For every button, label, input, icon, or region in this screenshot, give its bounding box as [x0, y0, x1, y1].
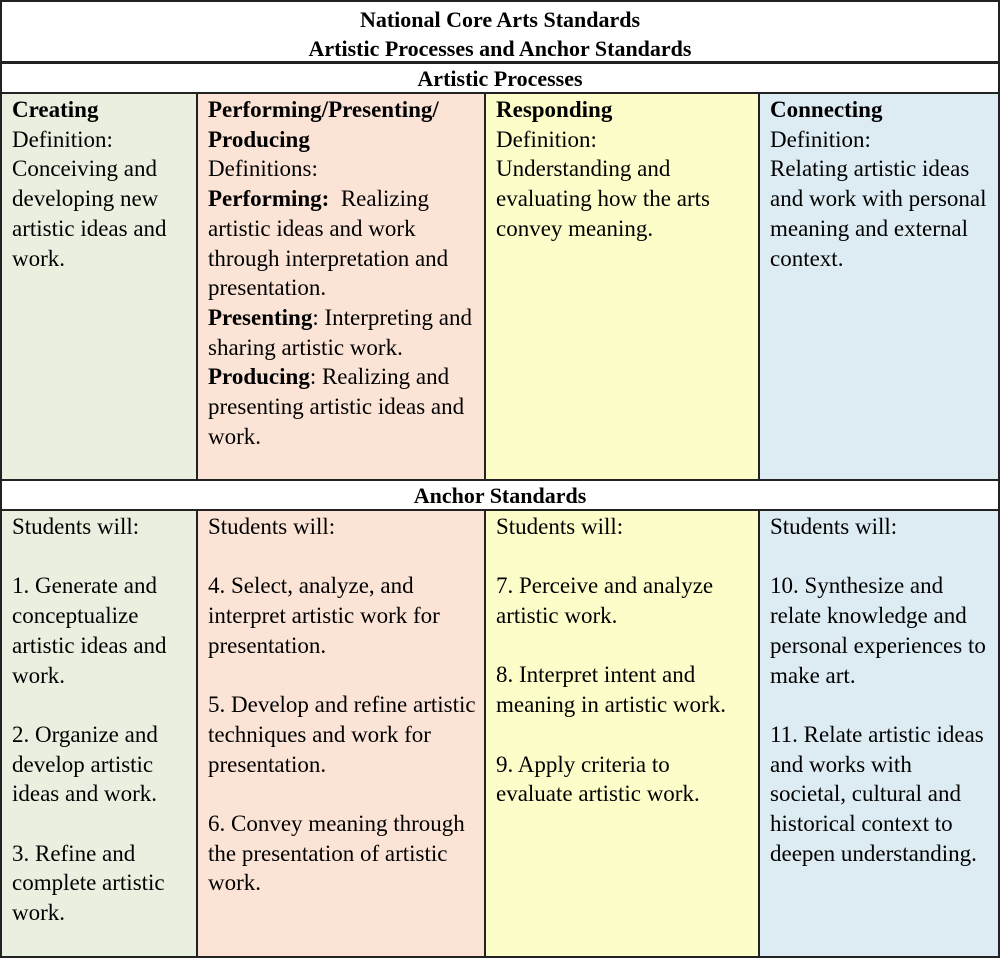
anchor-performing: [196, 509, 486, 958]
process-performing: [196, 92, 486, 481]
anchor-standard-11: 11. Relate artistic ideas and works with societal, cultural and historical context to deepen understanding.: [770, 721, 984, 866]
performing-definitions-label: Definitions:: [208, 156, 318, 182]
anchor-intro: Students will:: [208, 514, 336, 539]
creating-definition: Conceiving and developing new artistic ideas and work.: [12, 156, 167, 271]
responding-definition: Understanding and evaluating how the arts convey meaning.: [496, 156, 710, 241]
connecting-definition: Relating artistic ideas and work with personal meaning and external context.: [770, 156, 987, 271]
anchor-intro: Students will:: [770, 514, 898, 539]
producing-definition: [208, 362, 478, 451]
anchor-standard-6: 6. Convey meaning through the presentation of artistic work.: [208, 810, 465, 896]
performing-definition: [208, 184, 478, 303]
connecting-definition-label: Definition:: [770, 126, 871, 152]
anchor-standards-band: Anchor Standards: [0, 479, 1000, 511]
anchor-standard-7: 7. Perceive and analyze artistic work.: [496, 573, 714, 629]
presenting-definition: [208, 303, 478, 362]
anchor-standard-3: 3. Refine and complete artistic work.: [12, 840, 165, 926]
anchor-standard-9: 9. Apply criteria to evaluate artistic work.: [496, 751, 700, 807]
title-line-1: National Core Arts Standards: [359, 7, 641, 32]
anchor-standard-4: 4. Select, analyze, and interpret artistic work for presentation.: [208, 573, 440, 658]
anchor-standard-8: 8. Interpret intent and meaning in artistic work.: [496, 662, 726, 718]
anchor-standard-2: 2. Organize and develop artistic ideas and work.: [12, 721, 158, 807]
performing-heading: Performing/Presenting/ Producing: [208, 97, 439, 152]
title-line-2: Artistic Processes and Anchor Standards: [308, 36, 692, 61]
performing-text: Realizing artistic ideas and work through interpretation and presentation.: [208, 186, 449, 301]
presenting-term: Presenting: [208, 304, 313, 330]
anchor-creating: [0, 509, 198, 958]
anchor-responding: [484, 509, 760, 958]
creating-definition-label: Definition:: [12, 126, 113, 152]
anchor-intro: Students will:: [12, 514, 140, 539]
process-connecting: [758, 92, 1000, 481]
anchor-connecting: [758, 509, 1000, 958]
anchor-intro: Students will:: [496, 514, 624, 539]
producing-term: Producing: [208, 364, 310, 390]
anchor-standard-10: 10. Synthesize and relate knowledge and personal experiences to make art.: [770, 573, 986, 688]
presenting-text: : Interpreting and sharing artistic work.: [208, 304, 473, 360]
creating-heading: Creating: [12, 97, 99, 122]
artistic-processes-band: Artistic Processes: [0, 62, 1000, 94]
anchor-standard-1: 1. Generate and conceptualize artistic ideas and work.: [12, 573, 167, 688]
responding-heading: Responding: [496, 97, 613, 122]
performing-term: Performing:: [208, 186, 330, 212]
producing-text: : Realizing and presenting artistic ideas and work.: [208, 364, 465, 449]
anchor-standard-5: 5. Develop and refine artistic techniques and work for presentation.: [208, 692, 476, 777]
process-responding: [484, 92, 760, 481]
responding-definition-label: Definition:: [496, 126, 597, 152]
connecting-heading: Connecting: [770, 97, 883, 122]
table-title: [0, 0, 1000, 63]
process-creating: [0, 92, 198, 481]
